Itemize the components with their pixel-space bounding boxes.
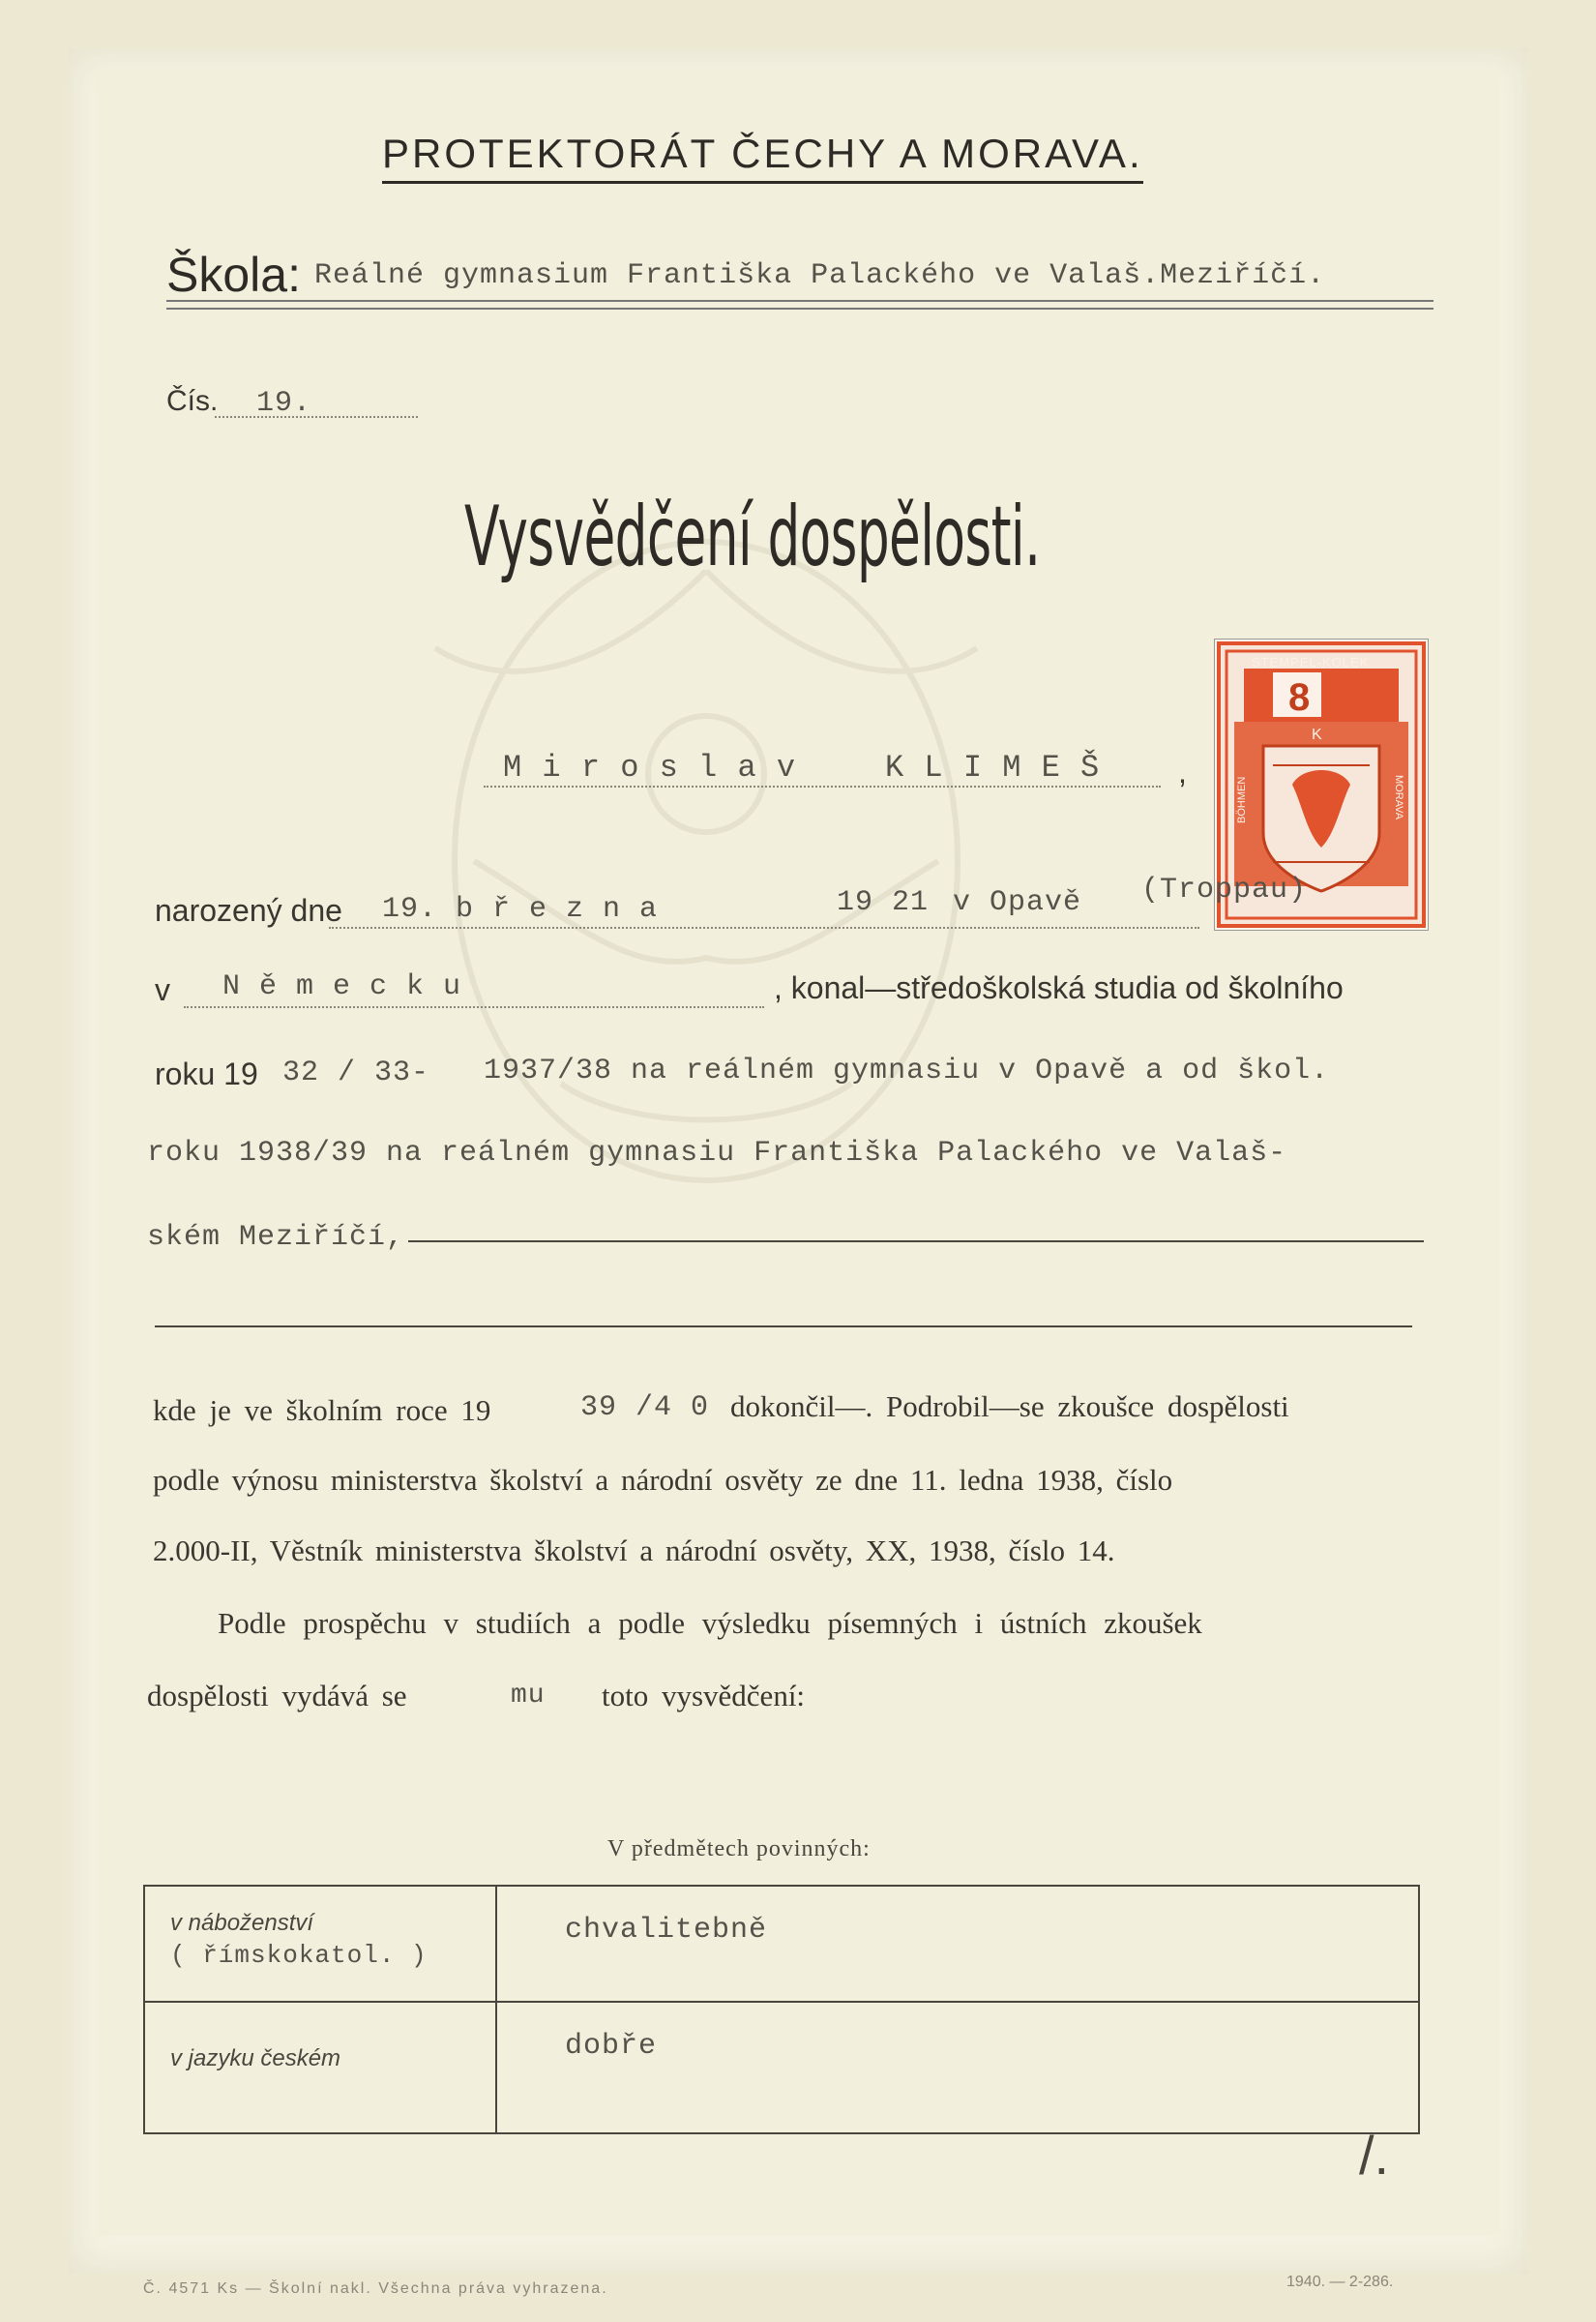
stamp-side-left: BÖHMEN <box>1236 776 1248 823</box>
subjects-heading: V předmětech povinných: <box>607 1836 871 1861</box>
name-dotted-line <box>484 786 1161 788</box>
studies-blank-rule <box>155 1325 1412 1327</box>
completion-line3: 2.000-II, Věstník ministerstva školství a národní osvěty, XX, 1938, číslo 14. <box>153 1533 1115 1567</box>
subject-label-cell <box>144 1886 496 2002</box>
stamp-unit: K <box>1312 727 1322 743</box>
completion-line4: Podle prospěchu v studiích a podle výsledku písemných i ústních zkoušek <box>218 1606 1202 1640</box>
subject-label-cell <box>144 2002 496 2133</box>
birth-country: N ě m e c k u <box>222 970 462 1003</box>
number-value: 19. <box>256 387 312 420</box>
birth-year: 19 21 <box>837 886 930 919</box>
birth-region: (Troppau) <box>1141 874 1308 907</box>
studies-line1-value: 32 / 33- <box>282 1057 430 1089</box>
subject-sublabel: ( římskokatol. ) <box>170 1941 428 1970</box>
student-comma: , <box>1178 755 1187 789</box>
completion-line1-prefix: kde je ve školním roce 19 <box>153 1393 491 1427</box>
subjects-table <box>143 1885 1420 2134</box>
studies-line3: ském Meziříčí, <box>147 1221 405 1254</box>
birth-dotted-line <box>329 927 1199 929</box>
studies-line2: roku 1938/39 na reálném gymnasiu Františka Palackého ve Valaš- <box>147 1137 1287 1170</box>
completion-pronoun: mu <box>511 1681 546 1711</box>
header-title: PROTEKTORÁT ČECHY A MORAVA. <box>382 131 1143 184</box>
completion-line5-prefix: dospělosti vydává se <box>147 1679 407 1712</box>
birth-prefix: narozený dne <box>155 893 342 928</box>
studies-intro: , konal—středoškolská studia od školního <box>774 970 1344 1005</box>
stamp-top-text: STEMPEL-KOLEK <box>1252 655 1370 670</box>
stamp-value: 8 <box>1288 676 1311 719</box>
school-name: Reálné gymnasium Františka Palackého ve Valaš.Meziříčí. <box>314 259 1326 292</box>
completion-line1-rest: dokončil—. Podrobil—se zkoušce dospělosti <box>730 1389 1289 1423</box>
table-row <box>144 1886 1419 2002</box>
studies-line1-prefix: roku 19 <box>155 1057 258 1091</box>
number-dotted-line <box>215 416 418 418</box>
subject-name: v jazyku českém <box>170 2045 341 2071</box>
country-prefix: v <box>155 972 170 1007</box>
footer-print-code: 1940. — 2-286. <box>1286 2274 1394 2290</box>
stamp-side-right: MORAVA <box>1393 775 1404 820</box>
school-underline <box>166 300 1433 310</box>
document-title: Vysvědčení dospělosti. <box>464 489 1041 585</box>
number-label: Čís. <box>166 385 219 417</box>
country-dotted-line <box>184 1006 764 1008</box>
school-label: Škola: <box>166 248 301 302</box>
completion-line2: podle výnosu ministerstva školství a národní osvěty ze dne 11. ledna 1938, číslo <box>153 1463 1173 1497</box>
birth-date: 19. b ř e z n a <box>382 893 659 926</box>
handwritten-mark: /. <box>1359 2125 1390 2186</box>
studies-line3-rule <box>408 1240 1424 1242</box>
subject-grade: chvalitebně <box>496 1886 1419 2002</box>
subject-name: v náboženství <box>170 1910 314 1936</box>
studies-line1-rest: 1937/38 na reálném gymnasiu v Opavě a od škol. <box>484 1055 1330 1087</box>
completion-line5-rest: toto vysvědčení: <box>602 1679 806 1712</box>
completion-years: 39 /4 0 <box>580 1391 710 1424</box>
student-surname: K L I M E Š <box>885 750 1101 786</box>
table-row <box>144 2002 1419 2133</box>
subject-grade: dobře <box>496 2002 1419 2133</box>
student-first-name: M i r o s l a v <box>503 750 797 786</box>
footer-publisher: Č. 4571 Ks — Školní nakl. Všechna práva vyhrazena. <box>143 2280 608 2297</box>
birth-place: v Opavě <box>953 886 1082 919</box>
